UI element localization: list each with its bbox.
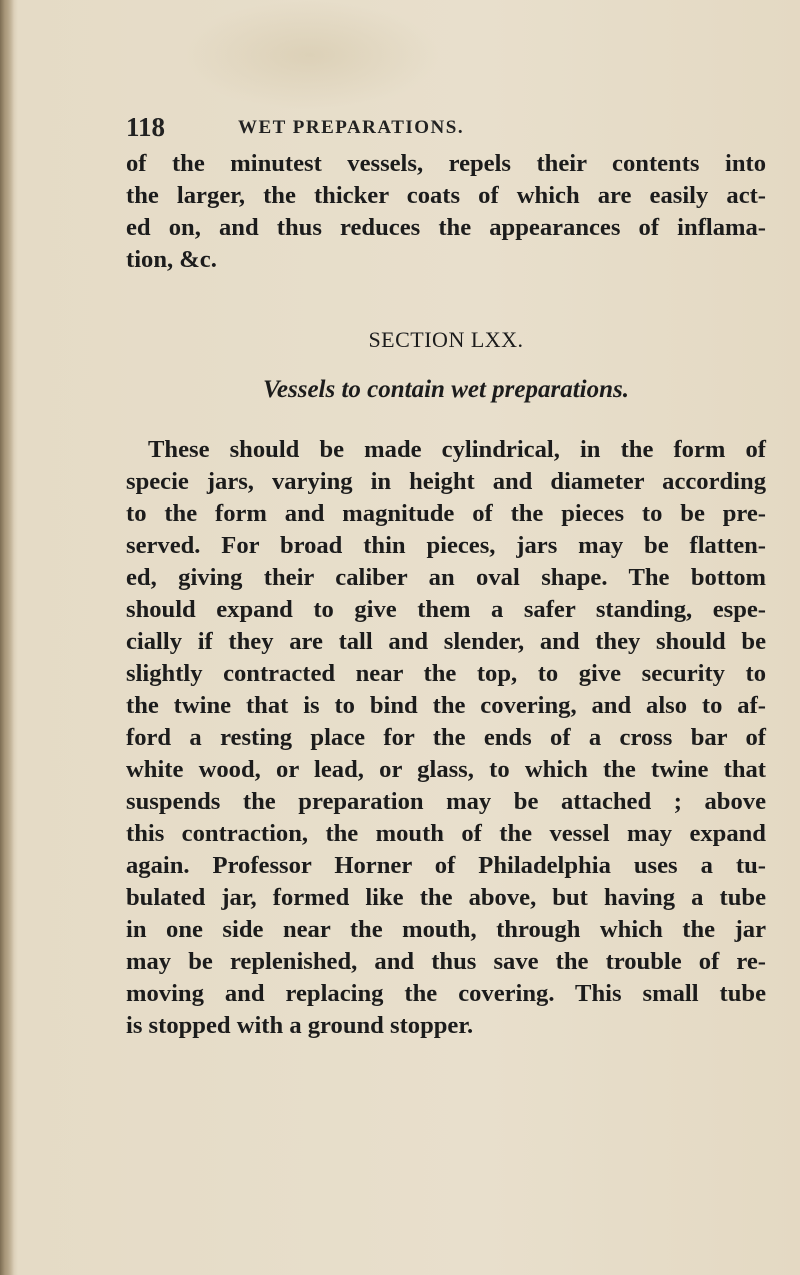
section-subtitle: Vessels to contain wet preparations. (262, 376, 629, 403)
text-line: tion, &c. (126, 246, 217, 273)
running-head: WET PREPARATIONS. (238, 117, 465, 138)
text-line: moving and replacing the covering. This small tube (126, 980, 766, 1007)
text-line: is stopped with a ground stopper. (126, 1012, 474, 1039)
text-line: cially if they are tall and slender, and they should be (126, 628, 766, 655)
text-line: ed, giving their caliber an oval shape. The bottom (126, 564, 766, 591)
text-line: may be replenished, and thus save the trouble of re- (126, 948, 766, 975)
page-spine-shadow (0, 0, 14, 1275)
paragraph-continuation (126, 148, 766, 276)
text-line: white wood, or lead, or glass, to which the twine that (126, 756, 766, 783)
text-line: bulated jar, formed like the above, but having a tube (126, 884, 766, 911)
page-body (126, 148, 766, 1042)
page-header (126, 112, 656, 142)
paper-stain (180, 0, 440, 110)
text-line: the twine that is to bind the covering, and also to af- (126, 692, 766, 719)
text-line: in one side near the mouth, through which the jar (126, 916, 766, 943)
text-line: this contraction, the mouth of the vessel may expand (126, 820, 766, 847)
text-line: should expand to give them a safer standing, espe- (126, 596, 766, 623)
page-number: 118 (126, 112, 166, 142)
text-line: the larger, the thicker coats of which are easily act- (126, 182, 766, 209)
paragraph-body (126, 434, 766, 1042)
text-line: again. Professor Horner of Philadelphia uses a tu- (126, 852, 766, 879)
text-line: of the minutest vessels, repels their contents into (126, 150, 766, 177)
section-title: SECTION LXX. (368, 327, 524, 352)
text-line: ed on, and thus reduces the appearances of inflama- (126, 214, 766, 241)
text-line: These should be made cylindrical, in the form of (148, 436, 766, 463)
text-line: to the form and magnitude of the pieces to be pre- (126, 500, 766, 527)
text-line: suspends the preparation may be attached ; above (126, 788, 766, 815)
text-line: slightly contracted near the top, to give security to (126, 660, 766, 687)
text-line: ford a resting place for the ends of a cross bar of (126, 724, 766, 751)
text-line: served. For broad thin pieces, jars may be flatten- (126, 532, 766, 559)
text-line: specie jars, varying in height and diameter according (126, 468, 766, 495)
